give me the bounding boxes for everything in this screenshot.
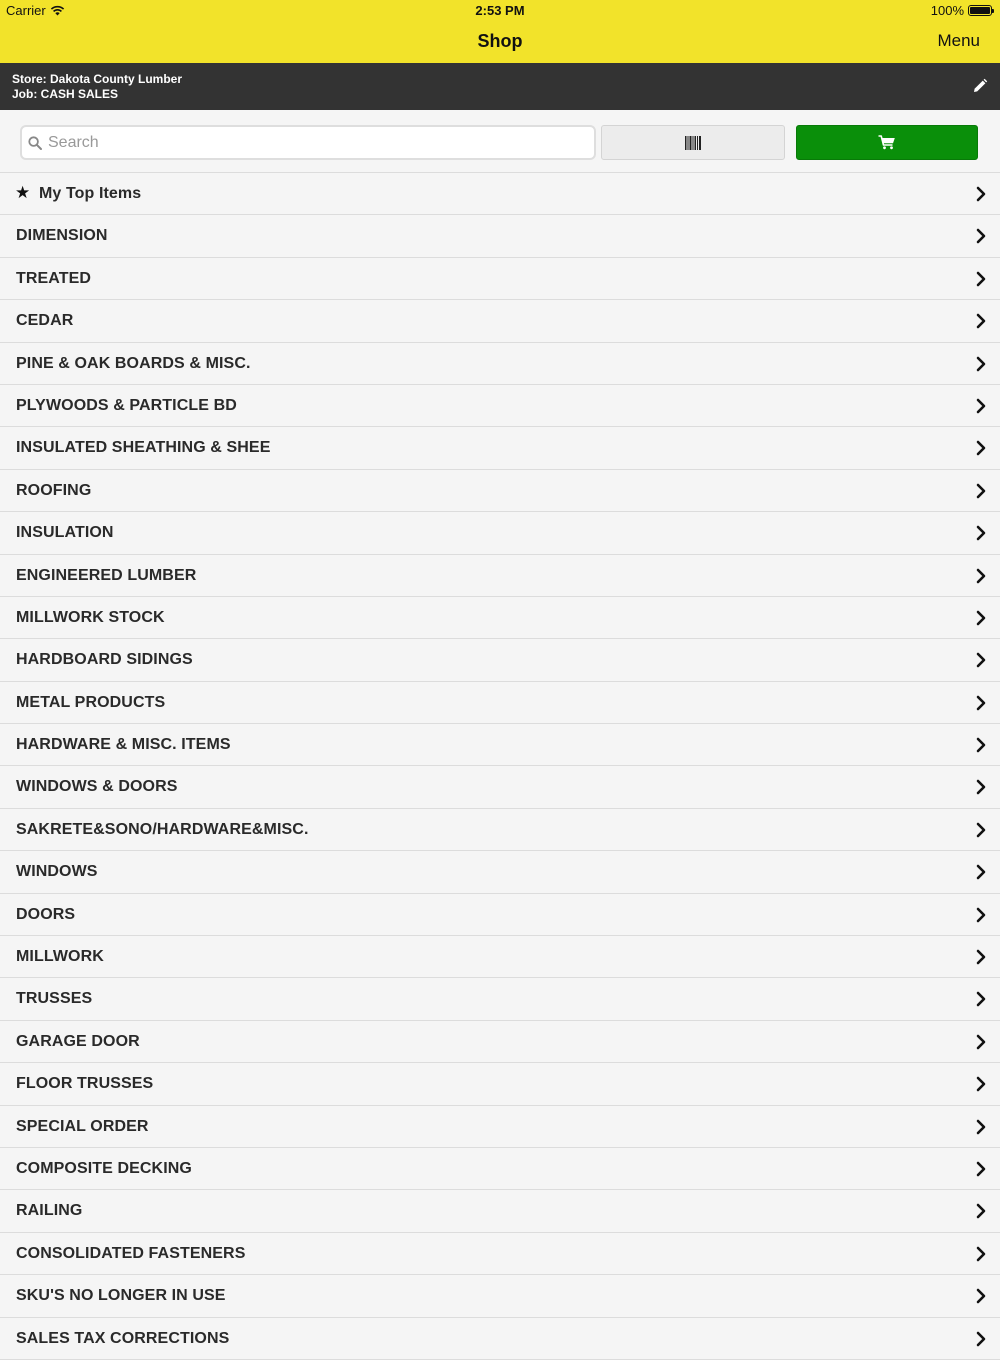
- list-item[interactable]: [0, 1275, 1000, 1317]
- chevron-right-icon: [976, 907, 986, 923]
- list-item-label: DIMENSION: [16, 227, 108, 245]
- store-info-bar: [0, 63, 1000, 110]
- chevron-right-icon: [976, 1331, 986, 1347]
- list-item[interactable]: [0, 809, 1000, 851]
- chevron-right-icon: [976, 822, 986, 838]
- list-item[interactable]: [0, 385, 1000, 427]
- list-item-label: FLOOR TRUSSES: [16, 1075, 154, 1093]
- chevron-right-icon: [976, 271, 986, 287]
- chevron-right-icon: [976, 440, 986, 456]
- job-name: Job: CASH SALES: [12, 87, 119, 101]
- list-item[interactable]: [0, 343, 1000, 385]
- list-item-label: MILLWORK STOCK: [16, 608, 165, 626]
- search-row: [0, 110, 1000, 173]
- list-item[interactable]: [0, 512, 1000, 554]
- list-item[interactable]: [0, 215, 1000, 257]
- page-title: Shop: [477, 31, 523, 51]
- list-item[interactable]: [0, 1318, 1000, 1360]
- chevron-right-icon: [976, 398, 986, 414]
- list-item[interactable]: [0, 470, 1000, 512]
- list-item[interactable]: [0, 1021, 1000, 1063]
- store-name: Store: Dakota County Lumber: [12, 72, 183, 86]
- list-item-label: WINDOWS: [16, 863, 98, 881]
- list-item[interactable]: [0, 1233, 1000, 1275]
- list-item-label: HARDBOARD SIDINGS: [16, 651, 193, 669]
- barcode-scan-button[interactable]: [601, 125, 785, 160]
- list-item-label: SPECIAL ORDER: [16, 1117, 149, 1135]
- chevron-right-icon: [976, 610, 986, 626]
- list-item-label: SAKRETE&SONO/HARDWARE&MISC.: [16, 820, 309, 838]
- chevron-right-icon: [976, 779, 986, 795]
- chevron-right-icon: [976, 1119, 986, 1135]
- chevron-right-icon: [976, 186, 986, 202]
- chevron-right-icon: [976, 864, 986, 880]
- list-item-label: CONSOLIDATED FASTENERS: [16, 1244, 246, 1262]
- list-item[interactable]: [0, 1190, 1000, 1232]
- chevron-right-icon: [976, 652, 986, 668]
- list-item[interactable]: [0, 555, 1000, 597]
- list-item-label: SKU'S NO LONGER IN USE: [16, 1287, 226, 1305]
- chevron-right-icon: [976, 1203, 986, 1219]
- list-item[interactable]: [0, 427, 1000, 469]
- chevron-right-icon: [976, 991, 986, 1007]
- list-item-label: ROOFING: [16, 481, 92, 499]
- battery-percent: 100%: [930, 3, 964, 18]
- list-item-label: PINE & OAK BOARDS & MISC.: [16, 354, 251, 372]
- list-item[interactable]: [0, 978, 1000, 1020]
- chevron-right-icon: [976, 228, 986, 244]
- list-item-label: TREATED: [16, 269, 92, 287]
- cart-button[interactable]: [796, 125, 978, 160]
- carrier-label: Carrier: [6, 3, 46, 18]
- chevron-right-icon: [976, 737, 986, 753]
- list-item-label: TRUSSES: [16, 990, 93, 1008]
- list-item[interactable]: [0, 300, 1000, 342]
- star-icon: ★: [15, 183, 31, 202]
- list-item[interactable]: [0, 766, 1000, 808]
- chevron-right-icon: [976, 1076, 986, 1092]
- list-item-label: METAL PRODUCTS: [16, 693, 166, 711]
- chevron-right-icon: [976, 313, 986, 329]
- status-battery: [931, 3, 992, 18]
- status-time: 2:53 PM: [475, 3, 525, 18]
- list-item-my-top-items[interactable]: [0, 173, 1000, 215]
- list-item[interactable]: [0, 1106, 1000, 1148]
- list-item-label: WINDOWS & DOORS: [16, 778, 178, 796]
- list-item-label: COMPOSITE DECKING: [16, 1159, 192, 1177]
- list-item-label: SALES TAX CORRECTIONS: [16, 1329, 230, 1347]
- menu-button[interactable]: Menu: [937, 31, 980, 50]
- barcode-icon: [685, 136, 701, 150]
- list-item-label: RAILING: [16, 1202, 83, 1220]
- battery-icon: [968, 5, 992, 16]
- top-bar: [0, 0, 1000, 63]
- list-item[interactable]: [0, 639, 1000, 681]
- chevron-right-icon: [976, 1246, 986, 1262]
- shopping-cart-icon: [878, 135, 896, 150]
- list-item[interactable]: [0, 682, 1000, 724]
- chevron-right-icon: [976, 525, 986, 541]
- category-list: [0, 173, 1000, 1360]
- list-item-label: HARDWARE & MISC. ITEMS: [16, 736, 231, 754]
- list-item[interactable]: [0, 936, 1000, 978]
- list-item-label: INSULATED SHEATHING & SHEE: [16, 439, 271, 457]
- list-item[interactable]: [0, 1063, 1000, 1105]
- list-item[interactable]: [0, 724, 1000, 766]
- list-item-label: MILLWORK: [16, 948, 104, 966]
- list-item-label: PLYWOODS & PARTICLE BD: [16, 396, 237, 414]
- list-item-label: GARAGE DOOR: [16, 1032, 140, 1050]
- list-item-label: INSULATION: [16, 524, 114, 542]
- list-item[interactable]: [0, 851, 1000, 893]
- list-item-label: DOORS: [16, 905, 76, 923]
- list-item[interactable]: [0, 597, 1000, 639]
- chevron-right-icon: [976, 483, 986, 499]
- edit-pencil-icon[interactable]: [972, 78, 988, 94]
- list-item[interactable]: [0, 258, 1000, 300]
- chevron-right-icon: [976, 356, 986, 372]
- list-item-label: ENGINEERED LUMBER: [16, 566, 197, 584]
- list-item-label: CEDAR: [16, 312, 74, 330]
- list-item[interactable]: [0, 1148, 1000, 1190]
- list-item[interactable]: [0, 894, 1000, 936]
- search-box[interactable]: [20, 125, 596, 160]
- chevron-right-icon: [976, 1161, 986, 1177]
- chevron-right-icon: [976, 1034, 986, 1050]
- search-icon: [28, 136, 42, 150]
- chevron-right-icon: [976, 695, 986, 711]
- chevron-right-icon: [976, 1288, 986, 1304]
- list-item-label: My Top Items: [39, 185, 142, 202]
- search-input[interactable]: [48, 131, 588, 155]
- chevron-right-icon: [976, 949, 986, 965]
- chevron-right-icon: [976, 568, 986, 584]
